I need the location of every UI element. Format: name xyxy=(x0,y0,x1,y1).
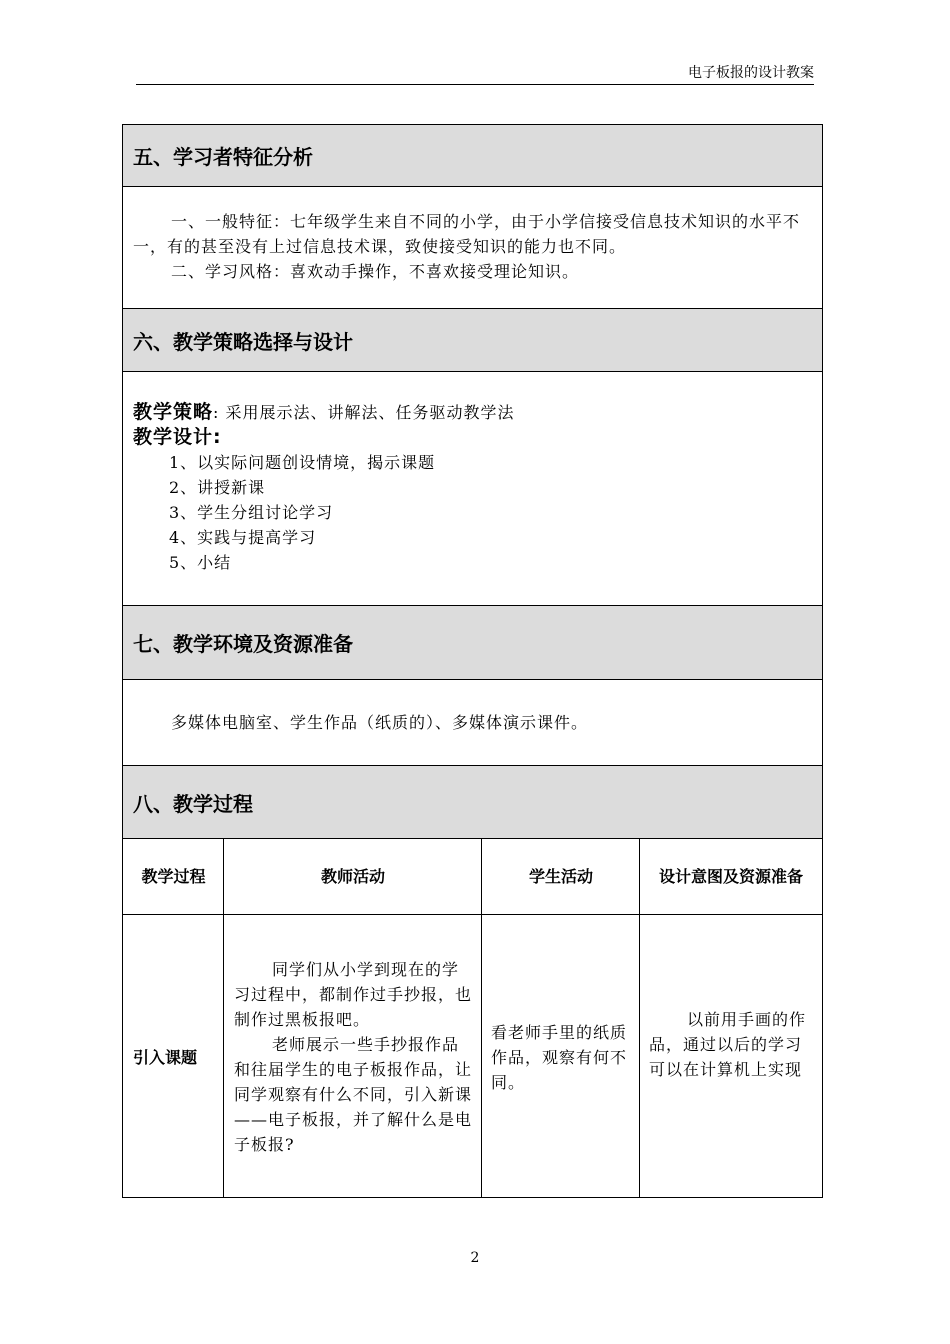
design-step: 1、以实际问题创设情境，揭示课题 xyxy=(169,453,436,472)
design-step: 3、学生分组讨论学习 xyxy=(169,503,334,522)
section-7-body xyxy=(123,680,822,766)
section-6-body xyxy=(123,372,822,606)
page-header xyxy=(136,62,814,85)
table-header-teacher: 教师活动 xyxy=(320,867,385,886)
section-8-title: 八、教学过程 xyxy=(123,766,822,839)
table-header-student: 学生活动 xyxy=(528,867,593,886)
section-6-title: 六、教学策略选择与设计 xyxy=(123,309,822,372)
table-header-intent: 设计意图及资源准备 xyxy=(658,867,803,886)
strategy-line xyxy=(133,400,812,425)
design-step: 2、讲授新课 xyxy=(169,478,266,497)
lesson-plan-frame xyxy=(122,124,823,1198)
section-5-title: 五、学习者特征分析 xyxy=(123,125,822,187)
table-cell-teacher-p2: 老师展示一些手抄报作品和往届学生的电子板报作品，让同学观察有什么不同，引入新课——电子板报，并了解什么是电子板报? xyxy=(234,1035,473,1154)
table-header-stage: 教学过程 xyxy=(141,867,206,886)
design-step: 5、小结 xyxy=(169,553,232,572)
header-title: 电子板报的设计教案 xyxy=(688,65,814,81)
table-cell-stage: 引入课题 xyxy=(133,1048,198,1067)
table-cell-intent: 以前用手画的作品，通过以后的学习可以在计算机上实现 xyxy=(649,1010,807,1079)
process-table xyxy=(123,839,822,1197)
section-5-para-1: 一、一般特征：七年级学生来自不同的小学，由于小学信接受信息技术知识的水平不一，有的甚至没有上过信息技术课，致使接受知识的能力也不同。 xyxy=(133,212,801,256)
design-step: 4、实践与提高学习 xyxy=(169,528,317,547)
section-5-para-2: 二、学习风格：喜欢动手操作，不喜欢接受理论知识。 xyxy=(171,262,580,281)
table-cell-student: 看老师手里的纸质作品，观察有何不同。 xyxy=(491,1023,628,1092)
design-label: 教学设计: xyxy=(133,426,222,448)
section-7-text: 多媒体电脑室、学生作品（纸质的）、多媒体演示课件。 xyxy=(171,713,589,732)
table-cell-teacher-p1: 同学们从小学到现在的学习过程中，都制作过手抄报，也制作过黑板报吧。 xyxy=(234,960,473,1029)
strategy-label: 教学策略 xyxy=(133,401,214,423)
page-number: 2 xyxy=(470,1250,480,1266)
strategy-text: : 采用展示法、讲解法、任务驱动教学法 xyxy=(213,403,515,422)
design-line xyxy=(133,425,812,450)
section-5-body xyxy=(123,187,822,309)
section-7-title: 七、教学环境及资源准备 xyxy=(123,606,822,680)
